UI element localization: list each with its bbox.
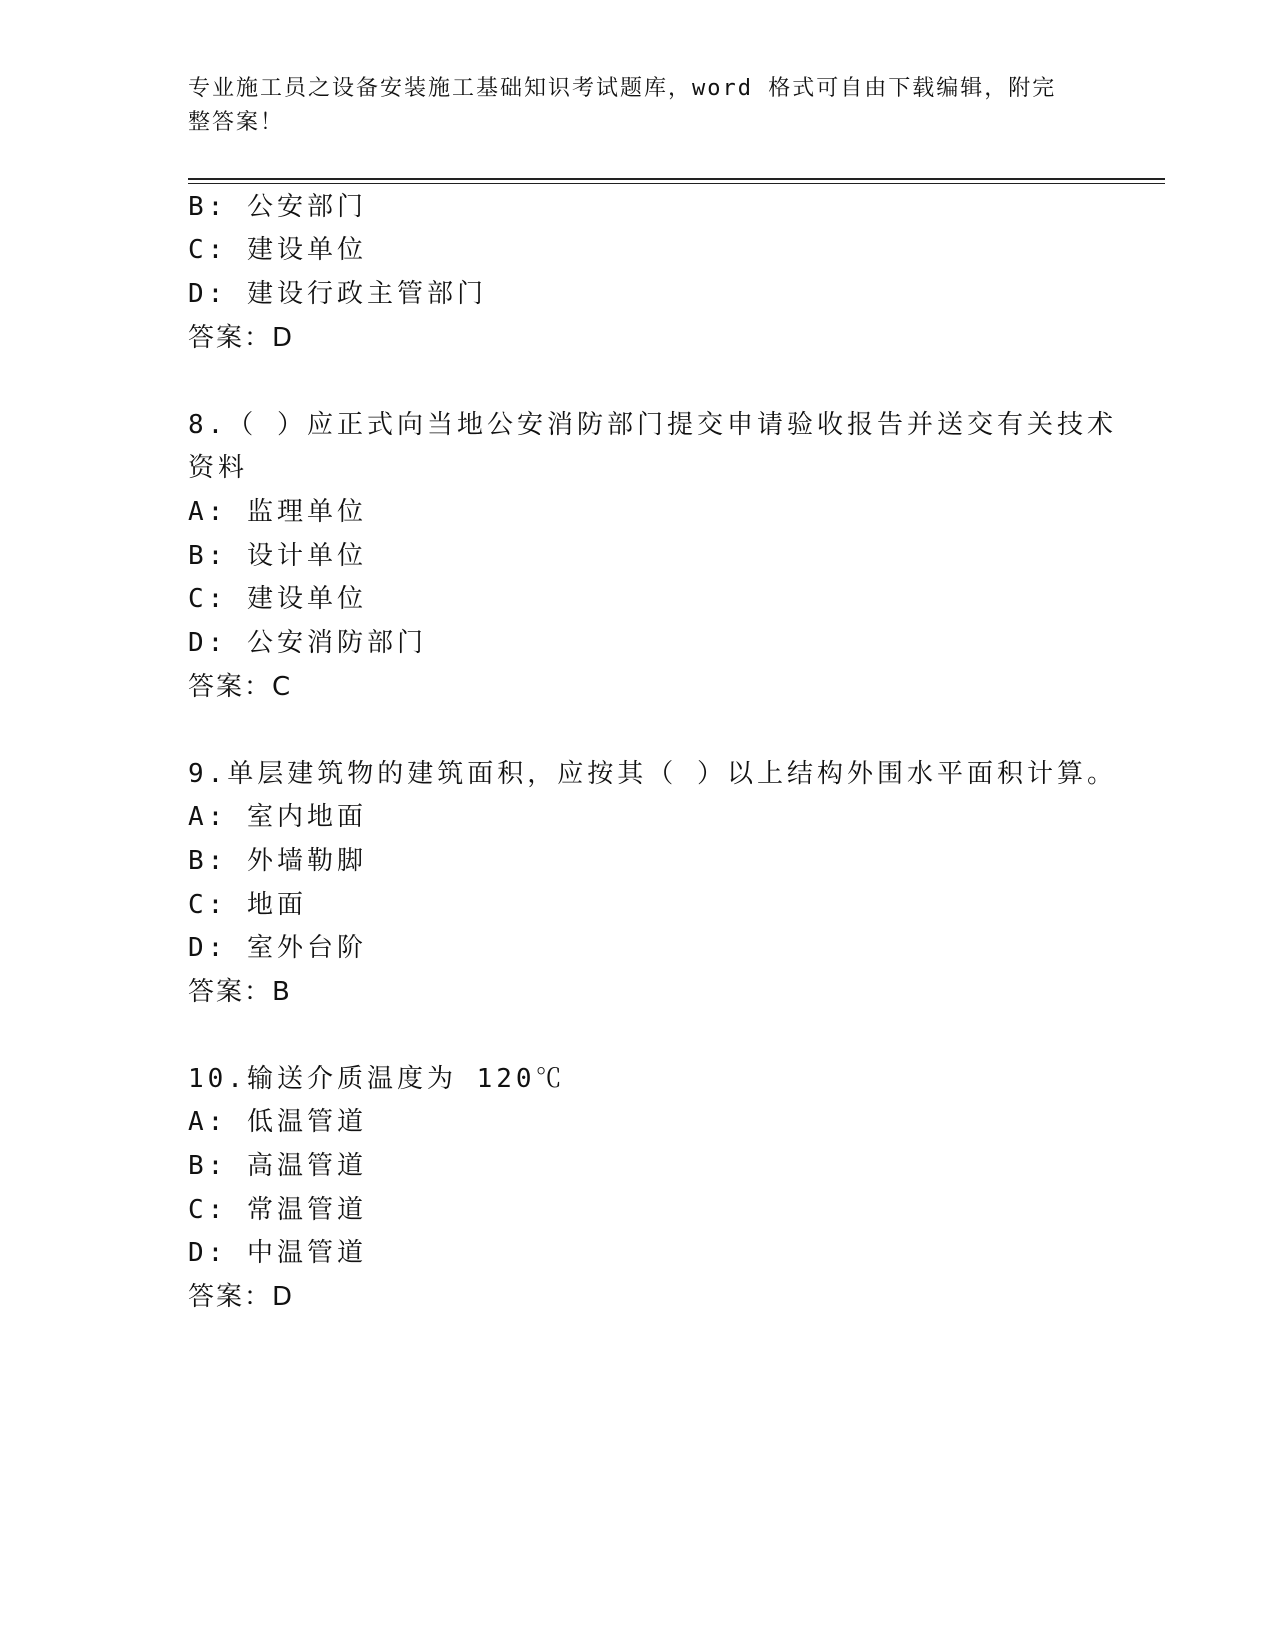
- header-line-1: 专业施工员之设备安装施工基础知识考试题库，word 格式可自由下载编辑，附完: [188, 76, 1057, 101]
- q8-option-a: A: 监理单位: [188, 497, 367, 527]
- q9-option-d: D: 室外台阶: [188, 933, 367, 963]
- q9-option-a: A: 室内地面: [188, 802, 367, 832]
- q7-answer: 答案：D: [188, 323, 295, 353]
- q10-stem: 10.输送介质温度为 120℃: [188, 1064, 566, 1094]
- q10-option-a: A: 低温管道: [188, 1107, 367, 1137]
- header-divider-thin: [188, 183, 1165, 184]
- q9-answer: 答案：B: [188, 977, 292, 1007]
- q8-stem-line-2: 资料: [188, 453, 249, 483]
- q8-option-b: B: 设计单位: [188, 541, 367, 571]
- q10-option-b: B: 高温管道: [188, 1151, 367, 1181]
- q7-option-c: C: 建设单位: [188, 235, 367, 265]
- q9-option-b: B: 外墙勒脚: [188, 846, 367, 876]
- q7-option-d: D: 建设行政主管部门: [188, 279, 487, 309]
- q9-option-c: C: 地面: [188, 890, 307, 920]
- q8-option-c: C: 建设单位: [188, 584, 367, 614]
- q9-stem: 9.单层建筑物的建筑面积，应按其（ ）以上结构外围水平面积计算。: [188, 759, 1117, 789]
- header-divider-thick: [188, 178, 1165, 180]
- header-line-2: 整答案！: [188, 110, 285, 135]
- q7-option-b: B: 公安部门: [188, 192, 367, 222]
- q10-option-d: D: 中温管道: [188, 1238, 367, 1268]
- q8-stem-line-1: 8.（ ）应正式向当地公安消防部门提交申请验收报告并送交有关技术: [188, 410, 1117, 440]
- q8-option-d: D: 公安消防部门: [188, 628, 427, 658]
- q10-answer: 答案：D: [188, 1282, 295, 1312]
- q8-answer: 答案：C: [188, 672, 293, 702]
- document-header: [188, 72, 1068, 140]
- q10-option-c: C: 常温管道: [188, 1195, 367, 1225]
